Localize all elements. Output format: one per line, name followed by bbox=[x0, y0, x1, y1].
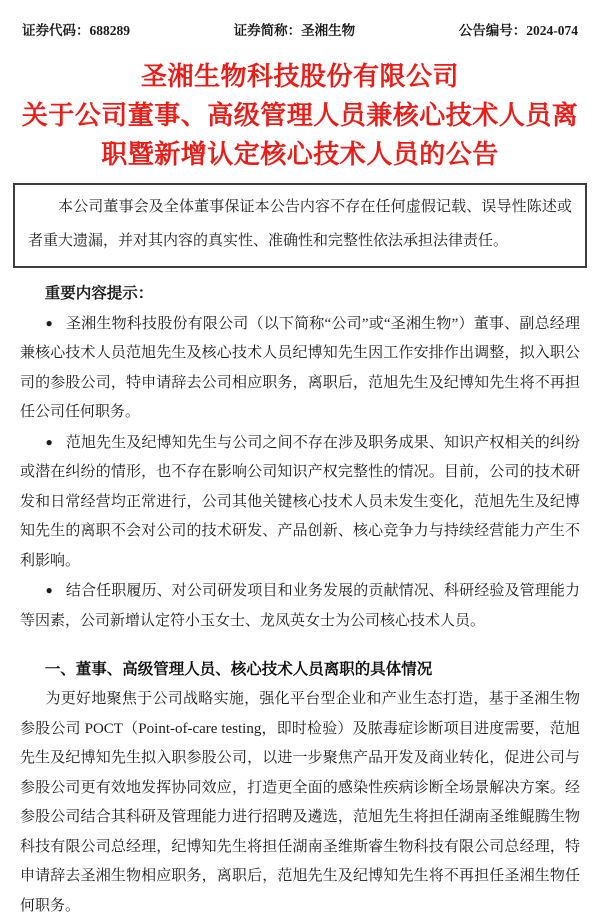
stock-code: 证券代码：688289 bbox=[22, 23, 130, 38]
section-1-heading: 一、董事、高级管理人员、核心技术人员离职的具体情况 bbox=[44, 661, 433, 678]
notice-bullet-3 bbox=[20, 576, 580, 636]
notice-bullet-2 bbox=[20, 428, 580, 577]
bullet-icon: ● bbox=[45, 315, 53, 330]
bullet-icon: ● bbox=[45, 434, 53, 449]
notice-bullet-1-text: 圣湘生物科技股份有限公司（以下简称“公司”或“圣湘生物”）董事、副总经理兼核心技术人员范旭先生及核心技术人员纪博知先生因工作安排作出调整，拟入职公司的参股公司，特申请辞去公司相应职务，离职后，范旭先生及纪博知先生将不再担任公司任何职务。 bbox=[20, 315, 580, 420]
announcement-number: 公告编号：2024-074 bbox=[458, 23, 578, 38]
stock-short-name: 证券简称：圣湘生物 bbox=[233, 23, 356, 38]
title-line-1: 圣湘生物科技股份有限公司 bbox=[140, 61, 459, 91]
document-header bbox=[20, 22, 580, 40]
disclaimer-text: 本公司董事会及全体董事保证本公告内容不存在任何虚假记载、误导性陈述或者重大遗漏，并对其内容的真实性、准确性和完整性依法承担法律责任。 bbox=[28, 199, 572, 249]
notice-bullet-2-text: 范旭先生及纪博知先生与公司之间不存在涉及职务成果、知识产权相关的纠纷或潜在纠纷的情形，也不存在影响公司知识产权完整性的情况。目前，公司的技术研发和日常经营均正常进行，公司其他关键核心技术人员未发生变化，范旭先生及纪博知先生的离职不会对公司的技术研发、产品创新、核心竞争力与持续经营能力产生不利影响。 bbox=[20, 434, 580, 569]
title-line-2: 关于公司董事、高级管理人员兼核心技术人员离 bbox=[21, 100, 579, 130]
notice-bullet-3-text: 结合任职履历、对公司研发项目和业务发展的贡献情况、科研经验及管理能力等因素，公司新增认定符小玉女士、龙凤英女士为公司核心技术人员。 bbox=[20, 583, 580, 629]
notice-bullet-1 bbox=[20, 309, 580, 428]
bullet-icon: ● bbox=[45, 583, 53, 597]
notice-heading: 重要内容提示： bbox=[44, 285, 154, 302]
disclaimer-box bbox=[13, 183, 587, 268]
title-line-3: 职暨新增认定核心技术人员的公告 bbox=[101, 139, 499, 169]
section-1-paragraph: 为更好地聚焦于公司战略实施，强化平台型企业和产业生态打造，基于圣湘生物参股公司 POCT（Point-of-care testing，即时检验）及脓毒症诊断项目进度需要，范旭先生及纪博知先生拟入职参股公司，以进一步聚焦产品开发及商业转化，促进公司与参股公司更有效地发挥协同效应，打造更全面的感染性疾病诊断全场景解决方案。经参股公司结合其科研及管理能力进行招聘及遴选，范旭先生将担任湖南圣维鲲腾生物科技有限公司总经理，纪博知先生将担任湖南圣维斯睿生物科技有限公司总经理，特申请辞去圣湘生物相应职务，离职后，范旭先生及纪博知先生将不再担任圣湘生物任何职务。 bbox=[20, 691, 580, 914]
document-title bbox=[20, 57, 580, 174]
